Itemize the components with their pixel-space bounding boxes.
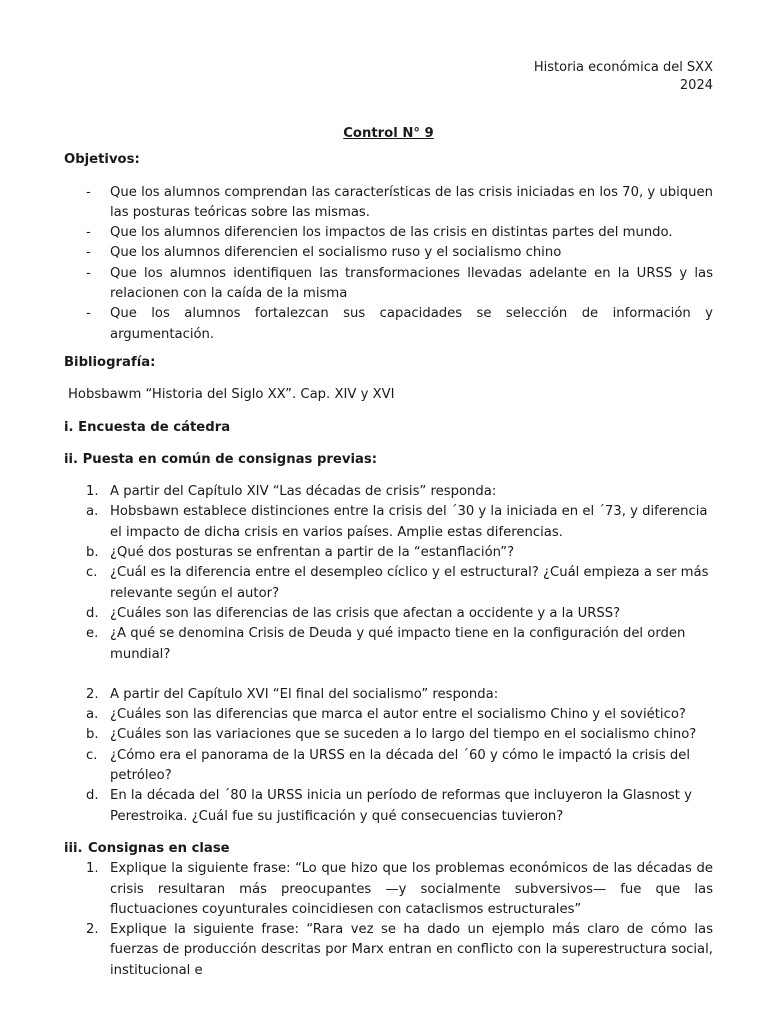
list-item [64,604,713,624]
question-marker: d. [86,788,99,804]
question-marker: c. [86,747,98,763]
class-assignments [64,859,713,981]
question-marker: a. [86,504,99,520]
group-intro-text: A partir del Capítulo XIV “Las décadas de crisis” responda: [110,484,497,500]
question-marker: e. [86,626,99,642]
question-text: ¿Cuáles son las diferencias que marca el autor entre el socialismo Chino y el soviético? [110,707,686,723]
bibliography-entry: Hobsbawm “Historia del Siglo XX”. Cap. XIV y XVI [68,387,395,403]
list-marker: - [86,245,91,261]
question-group-2 [64,685,713,827]
objective-text: Que los alumnos identifiquen las transformaciones llevadas adelante en la URSS y las relacionen con la caída de la misma [110,265,713,302]
question-marker: b. [86,545,99,561]
list-item [64,746,713,787]
list-item [64,223,713,243]
assignment-marker: 1. [86,861,99,877]
list-item [64,243,713,263]
objective-text: Que los alumnos comprendan las características de las crisis iniciadas en los 70, y ubiquen las posturas teóricas sobre las mismas. [110,184,713,220]
list-item [64,502,713,543]
question-text: Hobsbawn establece distinciones entre la crisis del ´30 y la iniciada en el ´73, y diferencia el impacto de dicha crisis en varios países. Amplie estas diferencias. [110,504,708,540]
list-marker: - [86,184,91,200]
list-marker: - [86,225,91,241]
question-text: ¿Qué dos posturas se enfrentan a partir de la “estanflación”? [110,545,515,561]
section-iii-number: iii. [64,840,83,856]
document-body [64,124,713,981]
page-header [534,59,713,95]
list-marker: - [86,306,91,322]
question-marker: c. [86,565,98,581]
list-marker: - [86,265,91,281]
question-text: ¿Cómo era el panorama de la URSS en la década del ´60 y cómo le impactó la crisis del petróleo? [110,747,691,784]
group-intro-text: A partir del Capítulo XVI “El final del socialismo” responda: [110,686,499,702]
section-iii-title: Consignas en clase [88,840,230,856]
question-text: ¿Cuál es la diferencia entre el desempleo cíclico y el estructural? ¿Cuál empieza a ser más relevante según el autor? [110,565,709,601]
list-item [64,264,713,305]
section-iii-heading [64,839,713,859]
list-item [64,563,713,604]
list-item [64,786,713,827]
objectives-heading: Objetivos: [64,152,140,168]
group-intro [64,482,713,502]
question-marker: a. [86,707,99,723]
assignment-text: Explique la siguiente frase: “Lo que hizo que los problemas económicos de las décadas de crisis resultaran más preocupantes —y socialmente subversivos— fue que las fluctuaciones coyunturales coincidiesen con cataclismos estructurales” [110,861,713,917]
section-i-heading: i. Encuesta de cátedra [64,419,231,435]
assignment-marker: 2. [86,922,99,938]
question-marker: b. [86,727,99,743]
course-name: Historia económica del SXX [533,60,713,75]
objective-text: Que los alumnos diferencien los impactos de las crisis en distintas partes del mundo. [110,225,673,241]
section-ii-heading: ii. Puesta en común de consignas previas: [64,451,377,467]
objective-text: Que los alumnos fortalezcan sus capacidades se selección de información y argumentación. [110,306,713,342]
question-text: ¿Cuáles son las diferencias de las crisis que afectan a occidente y a la URSS? [110,605,621,621]
list-item [64,920,713,981]
assignment-text: Explique la siguiente frase: “Rara vez se ha dado un ejemplo más claro de cómo las fuerzas de producción descritas por Marx entran en conflicto con la superestructura social, institucional e [110,922,713,978]
question-text: ¿Cuáles son las variaciones que se suceden a lo largo del tiempo en el socialismo chino? [110,727,697,743]
group-number: 2. [86,686,99,702]
bibliography-heading: Bibliografía: [64,354,156,370]
list-item [64,859,713,920]
list-item [64,725,713,745]
objective-text: Que los alumnos diferencien el socialismo ruso y el socialismo chino [110,245,562,261]
question-text: En la década del ´80 la URSS inicia un período de reformas que incluyeron la Glasnost y Perestroika. ¿Cuál fue su justificación y qué consecuencias tuvieron? [110,788,692,824]
list-item [64,543,713,563]
list-item [64,624,713,665]
course-year: 2024 [679,78,713,93]
question-text: ¿A qué se denomina Crisis de Deuda y qué impacto tiene en la configuración del orden mundial? [110,626,686,662]
document-title: Control N° 9 [343,126,434,141]
list-item [64,183,713,224]
list-item [64,705,713,725]
objectives-list [64,183,713,345]
group-intro [64,685,713,705]
question-group-1 [64,482,713,665]
list-item [64,304,713,345]
question-marker: d. [86,605,99,621]
group-number: 1. [86,484,99,500]
